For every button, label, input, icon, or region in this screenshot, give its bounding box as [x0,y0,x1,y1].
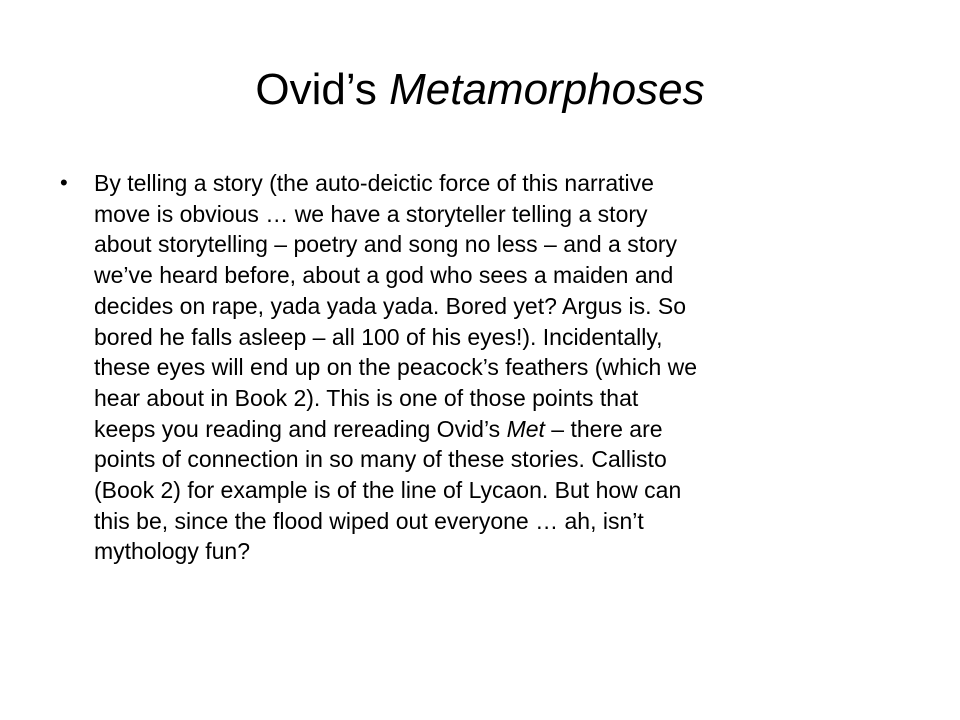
title-italic: Metamorphoses [389,65,705,114]
body-line-7: these eyes will end up on the peacock’s feathers (which we [94,354,698,381]
body-line-5: decides on rape, yada yada yada. Bored yet? Argus is. So [94,292,686,319]
body-line-9-after: – there are [544,415,663,442]
body-line-11: (Book 2) for example is of the line of Lycaon. But how can [94,477,682,504]
body-line-6: bored he falls asleep – all 100 of his eyes!). Incidentally, [94,323,663,350]
title-plain: Ovid’s [255,65,390,114]
body-line-2: move is obvious … we have a storyteller telling a story [94,200,648,227]
body-line-13: mythology fun? [94,538,250,565]
bullet-item [56,168,906,567]
body-line-8: hear about in Book 2). This is one of those points that [94,384,639,411]
slide-title [0,60,960,120]
body-line-9 [94,414,906,445]
body-line-9-italic: Met [506,415,545,442]
bullet-dot-icon: • [60,170,68,195]
bullet-list [56,168,906,567]
body-line-10: points of connection in so many of these stories. Callisto [94,446,667,473]
body-line-12: this be, since the flood wiped out everyone … ah, isn’t [94,507,644,534]
body-line-1: By telling a story (the auto-deictic force of this narrative [94,170,654,196]
body-line-9-before: keeps you reading and rereading Ovid’s [94,415,507,442]
body-line-3: about storytelling – poetry and song no less – and a story [94,231,678,258]
body-line-4: we’ve heard before, about a god who sees a maiden and [94,262,674,289]
